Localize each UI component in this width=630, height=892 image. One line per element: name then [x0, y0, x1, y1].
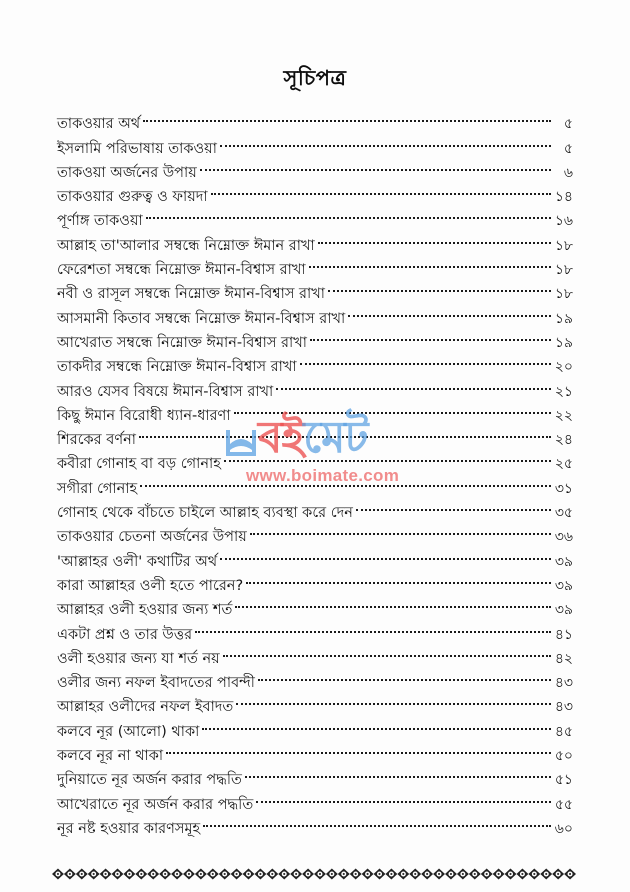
- toc-entry-page-number: ৪৫: [554, 723, 573, 740]
- toc-entry-title: তাকওয়ার অর্থ: [57, 116, 141, 133]
- toc-entry-title: কবীরা গোনাহ বা বড় গোনাহ: [57, 456, 221, 473]
- toc-entry-title: শিরকের বর্ণনা: [57, 432, 136, 449]
- toc-entry-page-number: ২১: [554, 383, 573, 400]
- toc-entry-page-number: ৬: [563, 164, 573, 181]
- toc-entry-page-number: ৫০: [554, 748, 573, 765]
- dot-leader: [328, 274, 551, 298]
- toc-entry-title: পূর্ণাঙ্গ তাকওয়া: [57, 213, 143, 230]
- toc-entry-title: তাকওয়ার চেতনা অর্জনের উপায়: [57, 529, 247, 546]
- toc-entry-title: আল্লাহর ওলীদের নফল ইবাদত: [57, 699, 234, 716]
- dot-leader: [245, 760, 551, 784]
- toc-entry-page-number: ১৮: [554, 237, 573, 254]
- dot-leader: [224, 444, 551, 468]
- toc-entry-title: তাকওয়া অর্জনের উপায়: [57, 164, 197, 181]
- dot-leader: [318, 225, 551, 249]
- dot-leader: [258, 663, 551, 687]
- dot-leader: [139, 420, 551, 444]
- toc-entry-title: নবী ও রাসূল সম্বন্ধে নিম্নোক্ত ঈমান-বিশ্বাস রাখা: [57, 286, 325, 303]
- toc-entry-title: আল্লাহর ওলী হওয়ার জন্য শর্ত: [57, 602, 233, 619]
- dot-leader: [356, 493, 551, 517]
- dot-leader: [250, 517, 551, 541]
- toc-entry-title: কারা আল্লাহর ওলী হতে পারেন?: [57, 577, 244, 594]
- dot-leader: [348, 298, 551, 322]
- toc-entry-page-number: ৩৯: [554, 602, 573, 619]
- toc-entry-title: ওলীর জন্য নফল ইবাদতের পাবন্দী: [57, 675, 255, 692]
- toc-entry-title: আখেরাতে নূর অর্জন করার পদ্ধতি: [57, 796, 254, 813]
- toc-entry-page-number: ৫: [563, 116, 573, 133]
- dot-leader: [256, 784, 551, 808]
- toc-entry-title: ইসলামি পরিভাষায় তাকওয়া: [57, 140, 217, 157]
- toc-entry-title: কিছু ঈমান বিরোধী ধ্যান-ধারণা: [57, 407, 231, 424]
- toc-entry-page-number: ৩৯: [554, 553, 573, 570]
- toc-entry-title: আখেরাত সম্বন্ধে নিম্নোক্ত ঈমান-বিশ্বাস রাখা: [57, 334, 307, 351]
- dot-leader: [166, 736, 551, 760]
- dot-leader: [276, 371, 551, 395]
- dot-leader: [246, 566, 551, 590]
- toc-entry-page-number: ৪৩: [554, 699, 573, 716]
- toc-entry-title: তাকদীর সম্বন্ধে নিম্নোক্ত ঈমান-বিশ্বাস রাখা: [57, 359, 297, 376]
- page-title: সূচিপত্র: [283, 66, 347, 90]
- dot-leader: [202, 711, 551, 735]
- toc-entry-page-number: ১৯: [554, 310, 573, 327]
- toc-entry: [57, 104, 573, 133]
- toc-entry-title: নূর নষ্ট হওয়ার কারণসমূহ: [57, 820, 201, 837]
- toc-entry-page-number: ৩৬: [554, 529, 573, 546]
- toc-entry-page-number: ৩১: [554, 480, 573, 497]
- toc-entry-page-number: ১৮: [554, 286, 573, 303]
- toc-entry-page-number: ২২: [554, 407, 573, 424]
- toc-entry-title: আসমানী কিতাব সম্বন্ধে নিম্নোক্ত ঈমান-বিশ্বাস রাখা: [57, 310, 346, 327]
- dot-leader: [309, 250, 551, 274]
- toc-entry-page-number: ৩৯: [554, 577, 573, 594]
- watermark-brand-part2: মেট: [303, 412, 368, 463]
- watermark-url: www.boimate.com: [246, 466, 400, 485]
- dot-leader: [220, 541, 551, 565]
- dot-leader: [203, 809, 551, 833]
- watermark-brand-part1: বই: [258, 412, 304, 463]
- toc-entry-page-number: ৩৫: [554, 505, 573, 522]
- toc-entry-page-number: ২৪: [554, 432, 573, 449]
- toc-entry-page-number: ৫: [563, 140, 573, 157]
- dot-leader: [143, 104, 551, 128]
- toc-entry-title: গোনাহ থেকে বাঁচতে চাইলে আল্লাহ ব্যবস্থা করে দেন: [57, 505, 353, 522]
- toc-entry-title: আল্লাহ তা'আলার সম্বন্ধে নিম্নোক্ত ঈমান রাখা: [57, 237, 315, 254]
- dot-leader: [310, 323, 551, 347]
- dot-leader: [211, 177, 551, 201]
- dot-leader: [195, 614, 551, 638]
- toc-entry-page-number: ৫৫: [554, 796, 573, 813]
- toc-entry-title: কলবে নূর (আলো) থাকা: [57, 723, 200, 740]
- toc-entry-page-number: ১৮: [554, 262, 573, 279]
- toc-entry-page-number: ২০: [554, 359, 573, 376]
- toc-entry-page-number: ২৫: [554, 456, 573, 473]
- toc-entry-page-number: ৪১: [554, 626, 573, 643]
- toc-entry-title: একটা প্রশ্ন ও তার উত্তর: [57, 626, 193, 643]
- toc-entry-title: ফেরেশতা সম্বন্ধে নিম্নোক্ত ঈমান-বিশ্বাস রাখা: [57, 262, 306, 279]
- toc-entry-page-number: ৫১: [554, 772, 573, 789]
- dot-leader: [200, 153, 551, 177]
- dot-leader: [236, 687, 551, 711]
- toc-entry-title: আরও যেসব বিষয়ে ঈমান-বিশ্বাস রাখা: [57, 383, 274, 400]
- toc-entry-page-number: ১৯: [554, 334, 573, 351]
- toc-entry-title: কলবে নূর না থাকা: [57, 748, 164, 765]
- dot-leader: [234, 396, 552, 420]
- toc-entry-title: তাকওয়ার গুরুত্ব ও ফায়দা: [57, 189, 208, 206]
- table-of-contents: [57, 104, 573, 837]
- toc-entry-page-number: ১৪: [554, 189, 573, 206]
- dot-leader: [146, 201, 551, 225]
- toc-entry-page-number: ৪৩: [554, 675, 573, 692]
- toc-entry-page-number: ১৬: [554, 213, 573, 230]
- toc-entry-page-number: ৪২: [554, 650, 573, 667]
- dot-leader: [220, 128, 551, 152]
- dot-leader: [300, 347, 551, 371]
- dot-leader: [235, 590, 551, 614]
- dot-leader: [140, 468, 551, 492]
- decorative-border-icon: [52, 868, 576, 880]
- toc-entry-title: সগীরা গোনাহ: [57, 480, 138, 497]
- toc-entry-title: 'আল্লাহর ওলী' কথাটির অর্থ: [57, 553, 218, 570]
- toc-entry-title: দুনিয়াতে নূর অর্জন করার পদ্ধতি: [57, 772, 242, 789]
- toc-entry-page-number: ৬০: [554, 820, 573, 837]
- dot-leader: [223, 639, 551, 663]
- toc-entry-title: ওলী হওয়ার জন্য যা শর্ত নয়: [57, 650, 220, 667]
